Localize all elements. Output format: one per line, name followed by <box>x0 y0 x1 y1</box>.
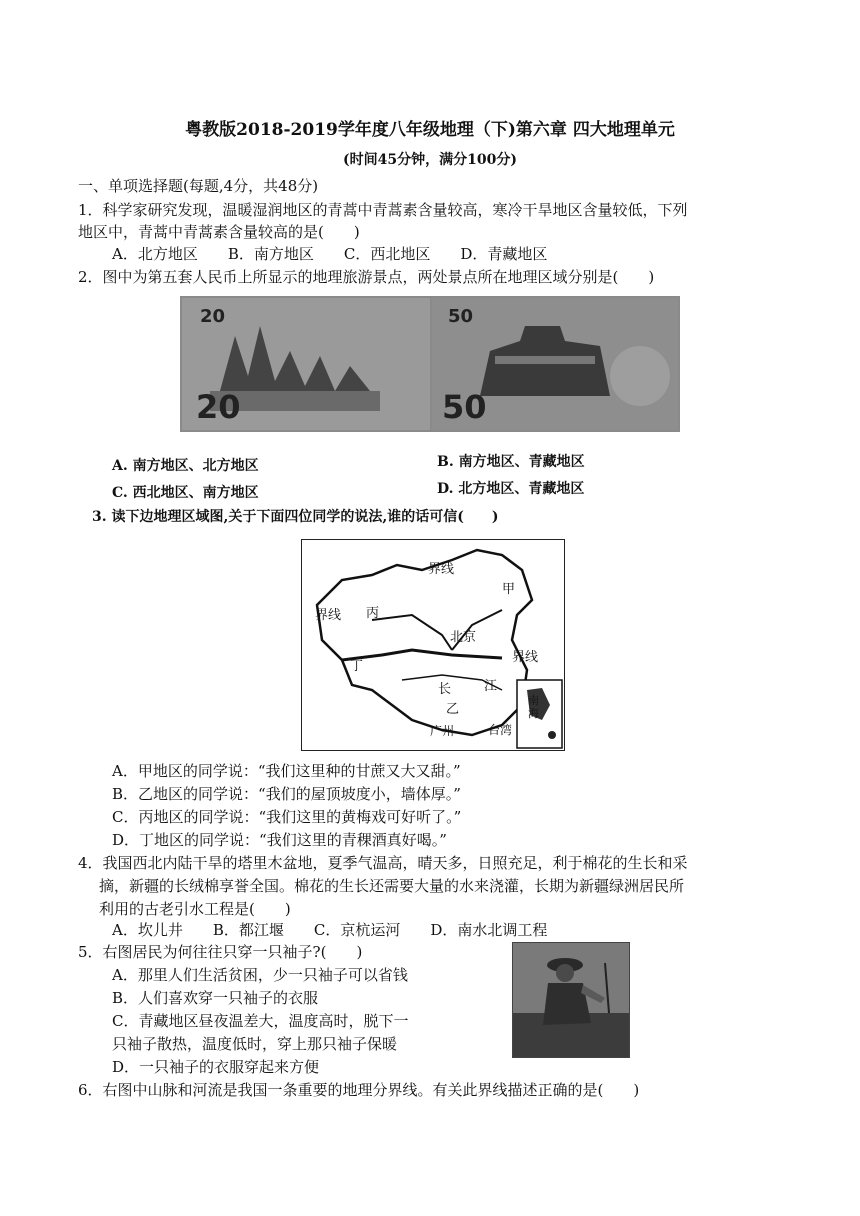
q2-option-c: C. 西北地区、南方地区 <box>112 485 259 501</box>
q1-stem-line1: 1．科学家研究发现，温暖湿润地区的青蒿中青蒿素含量较高，寒冷干旱地区含量较低，下列 <box>78 201 688 219</box>
q2-option-b: B. 南方地区、青藏地区 <box>437 454 585 470</box>
q2-stem: 2．图中为第五套人民币上所显示的地理旅游景点，两处景点所在地理区域分别是( ) <box>78 268 655 286</box>
map-label-boundary-west: 界线 <box>315 608 342 623</box>
map-label-jiang: 江 <box>484 679 498 694</box>
banknote-20-label-bottom: 20 <box>196 388 241 426</box>
q2-option-a: A. 南方地区、北方地区 <box>112 458 259 474</box>
map-label-chang: 长 <box>438 682 452 697</box>
q3-stem: 3. 读下边地理区域图,关于下面四位同学的说法,谁的话可信( ) <box>92 509 499 525</box>
q2-option-d: D. 北方地区、青藏地区 <box>437 481 585 497</box>
map-label-yi: 乙 <box>446 702 460 717</box>
q5-option-c-line1: C．青藏地区昼夜温差大，温度高时，脱下一 <box>112 1012 409 1030</box>
q5-option-a: A．那里人们生活贫困，少一只袖子可以省钱 <box>112 966 408 984</box>
map-label-nanhai: 南海 <box>528 694 539 720</box>
q5-option-c-line2: 只袖子散热，温度低时，穿上那只袖子保暖 <box>112 1035 398 1053</box>
map-label-guangzhou: 广州 <box>430 724 455 738</box>
banknote-50-label-top: 50 <box>448 306 474 327</box>
tibetan-person-photo <box>512 942 630 1058</box>
q3-option-d: D．丁地区的同学说：“我们这里的青稞酒真好喝。” <box>112 831 447 849</box>
q5-stem: 5．右图居民为何往往只穿一只袖子?( ) <box>78 943 363 961</box>
q6-stem: 6．右图中山脉和河流是我国一条重要的地理分界线。有关此界线描述正确的是( ) <box>78 1081 640 1099</box>
q5-option-d: D．一只袖子的衣服穿起来方便 <box>112 1058 320 1076</box>
region-map <box>301 539 565 751</box>
q3-option-a: A．甲地区的同学说：“我们这里种的甘蔗又大又甜。” <box>112 762 461 780</box>
q4-stem-line1: 4．我国西北内陆干旱的塔里木盆地，夏季气温高，晴天多，日照充足，利于棉花的生长和采 <box>78 854 688 872</box>
q1-stem-line2: 地区中，青蒿中青蒿素含量较高的是( ) <box>78 223 360 241</box>
map-label-boundary-north: 界线 <box>428 562 455 577</box>
q5-option-b: B．人们喜欢穿一只袖子的衣服 <box>112 989 319 1007</box>
section-heading: 一、单项选择题(每题,4分，共48分) <box>78 177 319 195</box>
banknote-image <box>180 296 680 432</box>
page-title: 粤教版2018-2019学年度八年级地理（下)第六章 四大地理单元 <box>185 120 675 140</box>
q3-option-c: C．丙地区的同学说：“我们这里的黄梅戏可好听了。” <box>112 808 462 826</box>
banknote-20-label-top: 20 <box>200 306 226 327</box>
map-label-boundary-east: 界线 <box>512 650 539 665</box>
map-label-taiwan: 台湾 <box>488 723 513 737</box>
q4-options: A．坎儿井 B．都江堰 C．京杭运河 D．南水北调工程 <box>112 921 548 939</box>
page-subtitle: (时间45分钟，满分100分) <box>343 152 517 168</box>
q4-stem-line3: 利用的古老引水工程是( ) <box>99 900 291 918</box>
map-label-beijing: 北京 <box>450 630 477 645</box>
q1-options: A．北方地区 B．南方地区 C．西北地区 D．青藏地区 <box>112 245 548 263</box>
map-label-bing: 丙 <box>366 606 380 621</box>
map-label-jia: 甲 <box>502 582 516 597</box>
q3-option-b: B．乙地区的同学说：“我们的屋顶坡度小，墙体厚。” <box>112 785 461 803</box>
map-label-ding: 丁 <box>350 659 364 674</box>
q4-stem-line2: 摘，新疆的长绒棉享誉全国。棉花的生长还需要大量的水来浇灌，长期为新疆绿洲居民所 <box>99 877 685 895</box>
banknote-50-label-bottom: 50 <box>442 388 487 426</box>
